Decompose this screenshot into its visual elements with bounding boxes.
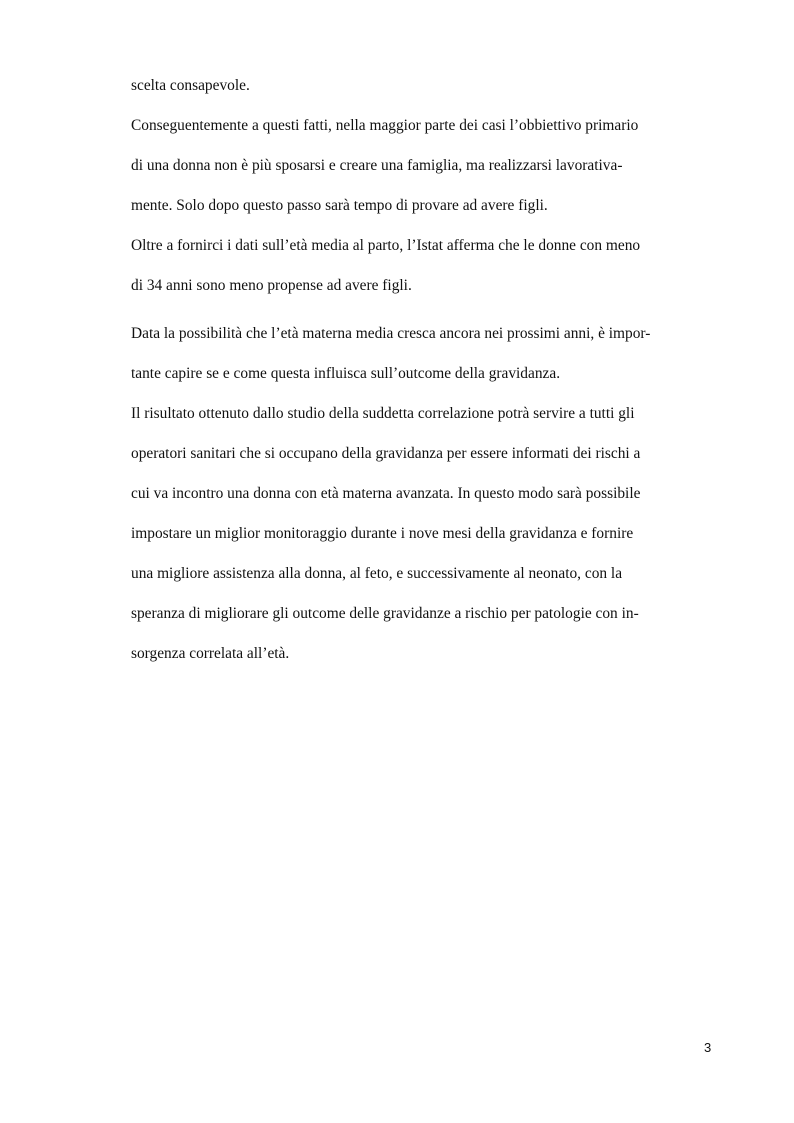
text-line: tante capire se e come questa influisca sull’outcome della gravidanza. [131,365,561,382]
paragraph-gap [131,312,719,320]
text-line: mente. Solo dopo questo passo sarà tempo di provare ad avere figli. [131,197,548,214]
text-line: di 34 anni sono meno propense ad avere figli. [131,277,412,294]
text-line: cui va incontro una donna con età materna avanzata. In questo modo sarà possibile [131,485,641,502]
text-line: scelta consapevole. [131,77,250,94]
text-line: Il risultato ottenuto dallo studio della suddetta correlazione potrà servire a tutti gli [131,405,635,422]
text-line: Oltre a fornirci i dati sull’età media al parto, l’Istat afferma che le donne con meno [131,237,641,254]
body-text [131,72,719,680]
text-line: speranza di migliorare gli outcome delle gravidanze a rischio per patologie con in- [131,605,639,622]
text-line: impostare un miglior monitoraggio durante i nove mesi della gravidanza e fornire [131,525,634,542]
text-line: operatori sanitari che si occupano della gravidanza per essere informati dei rischi a [131,445,641,462]
text-line: di una donna non è più sposarsi e creare una famiglia, ma realizzarsi lavorativa- [131,157,623,174]
page-number: 3 [704,1040,712,1055]
text-line: Conseguentemente a questi fatti, nella maggior parte dei casi l’obbiettivo primario [131,117,639,134]
text-line: sorgenza correlata all’età. [131,645,290,662]
text-line: Data la possibilità che l’età materna media cresca ancora nei prossimi anni, è impor- [131,325,651,342]
text-line: una migliore assistenza alla donna, al feto, e successivamente al neonato, con la [131,565,623,582]
